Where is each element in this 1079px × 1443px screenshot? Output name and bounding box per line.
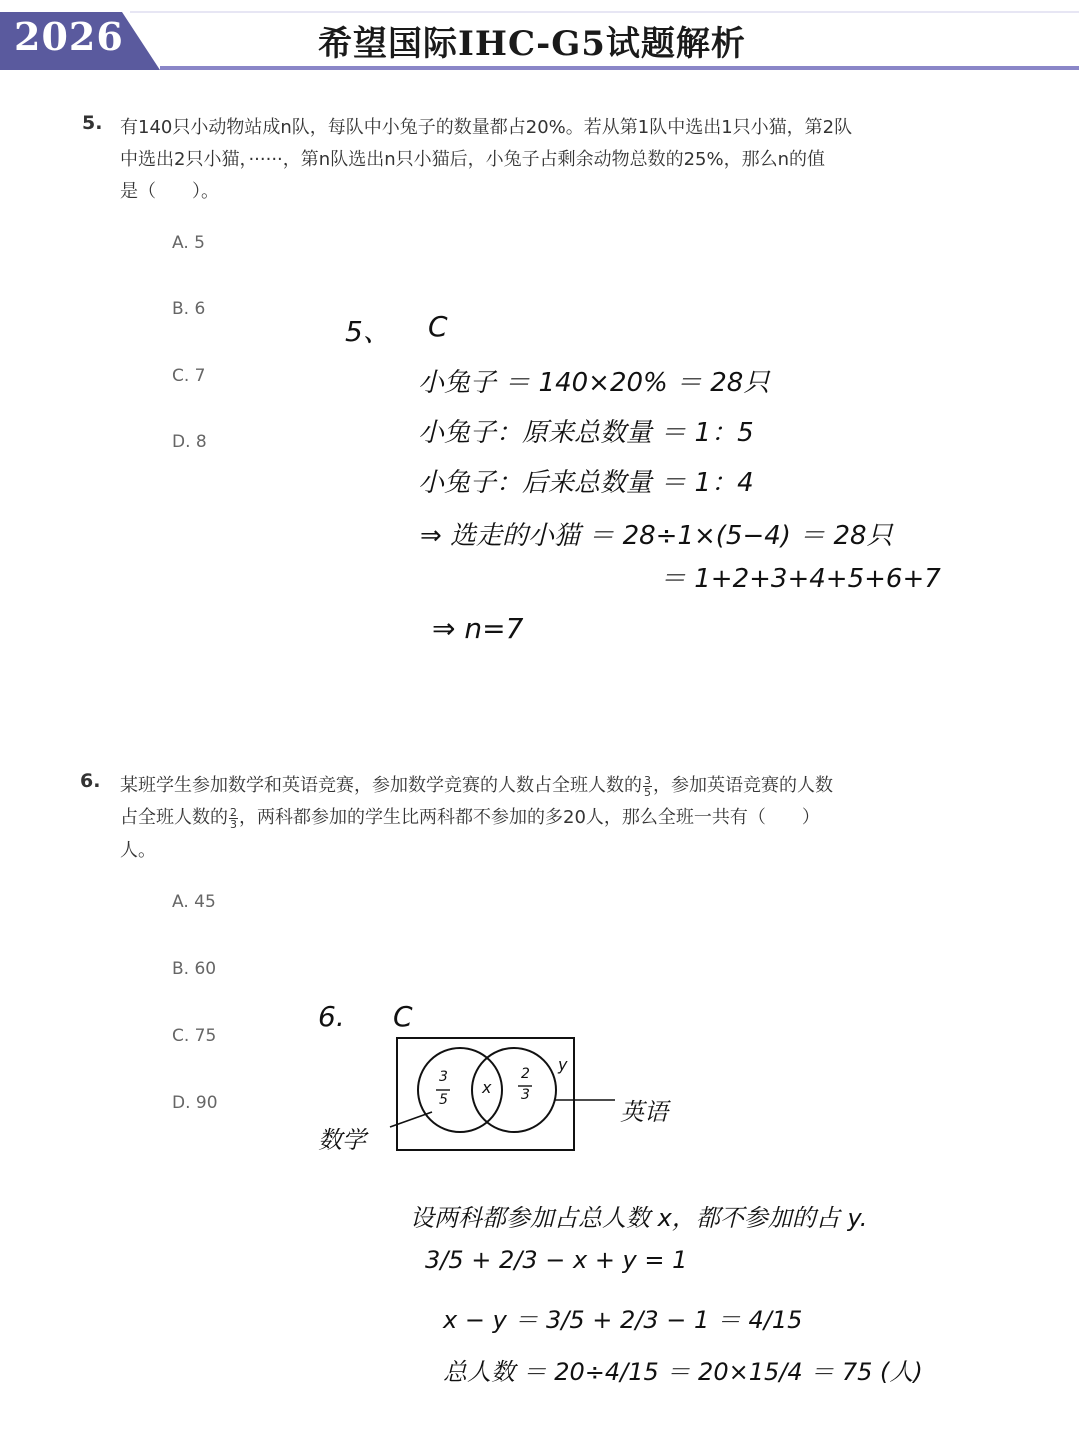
q6-option-d: D. 90 — [172, 1093, 218, 1113]
q5-number: 5. — [82, 112, 103, 134]
venn-math-label: 数学 — [318, 1126, 366, 1154]
q6-frac1-den: 5 — [644, 785, 651, 799]
q5-answer-line-5: ＝ 1+2+3+4+5+6+7 — [660, 564, 941, 594]
q6-fraction-english — [229, 807, 238, 830]
page-title: 希望国际IHC-G5试题解析 — [318, 24, 746, 64]
q6-frac2-den: 3 — [230, 817, 237, 831]
q5-option-a: A. 5 — [172, 233, 205, 253]
q5-answer-line-4: ⇒ 选走的小猫 ＝ 28÷1×(5−4) ＝ 28只 — [420, 521, 893, 551]
header-year: 2026 — [14, 14, 124, 59]
q5-answer-line-2: 小兔子：原来总数量 ＝ 1：5 — [418, 418, 754, 448]
venn-english-label: 英语 — [620, 1098, 668, 1126]
q5-answer-line-3: 小兔子：后来总数量 ＝ 1：4 — [418, 468, 754, 498]
q5-answer-letter: C — [428, 310, 448, 343]
q6-answer-line-4: 总人数 ＝ 20÷4/15 ＝ 20×15/4 ＝ 75 (人) — [443, 1358, 923, 1386]
q5-answer-line-6: ⇒ n=7 — [432, 612, 524, 645]
q5-text-line-3: 是（ ）。 — [120, 181, 219, 202]
q6-answer-number: 6. — [318, 1000, 345, 1033]
q6-answer-line-2: 3/5 + 2/3 − x + y = 1 — [425, 1246, 688, 1274]
q5-text-line-2: 中选出2只小猫，······，第n队选出n只小猫后，小兔子占剩余动物总数的25%，那么n的值 — [120, 149, 826, 170]
q5-answer-line-1: 小兔子 ＝ 140×20% ＝ 28只 — [418, 368, 770, 398]
q5-option-b: B. 6 — [172, 299, 206, 319]
q5-option-c: C. 7 — [172, 366, 206, 386]
q6-answer-line-3: x − y ＝ 3/5 + 2/3 − 1 ＝ 4/15 — [443, 1306, 803, 1334]
q6-fraction-math — [643, 775, 652, 798]
q6-line2-part-b: ，两科都参加的学生比两科都不参加的多20人，那么全班一共有（ ） — [239, 807, 820, 828]
q6-answer-line-1: 设两科都参加占总人数 x，都不参加的占 y. — [410, 1204, 868, 1232]
venn-right-frac-den: 3 — [521, 1087, 530, 1103]
q6-line2-part-a: 占全班人数的 — [120, 807, 228, 828]
q6-number: 6. — [80, 770, 101, 792]
venn-intersection-label: x — [482, 1078, 492, 1097]
q5-answer-number: 5、 — [345, 315, 391, 348]
q6-line1-part-a: 某班学生参加数学和英语竞赛，参加数学竞赛的人数占全班人数的 — [120, 775, 642, 796]
q6-frac2-num: 2 — [230, 805, 237, 819]
venn-left-frac-num: 3 — [439, 1069, 448, 1085]
q6-option-a: A. 45 — [172, 892, 216, 912]
q6-line1-part-b: ，参加英语竞赛的人数 — [653, 775, 833, 796]
q6-text-line-3: 人。 — [120, 840, 156, 861]
q6-option-c: C. 75 — [172, 1026, 217, 1046]
venn-corner-label: y — [558, 1055, 568, 1074]
venn-left-frac-den: 5 — [439, 1092, 448, 1108]
venn-right-frac-num: 2 — [521, 1066, 530, 1082]
q6-frac1-num: 3 — [644, 773, 651, 787]
q5-option-d: D. 8 — [172, 432, 207, 452]
q5-text-line-1: 有140只小动物站成n队，每队中小兔子的数量都占20%。若从第1队中选出1只小猫，第2队 — [120, 117, 853, 138]
page-header — [0, 0, 1079, 80]
q6-text-line-1 — [120, 771, 833, 798]
q6-text-line-2 — [120, 803, 820, 830]
q6-option-b: B. 60 — [172, 959, 217, 979]
q6-answer-letter: C — [393, 1000, 413, 1033]
